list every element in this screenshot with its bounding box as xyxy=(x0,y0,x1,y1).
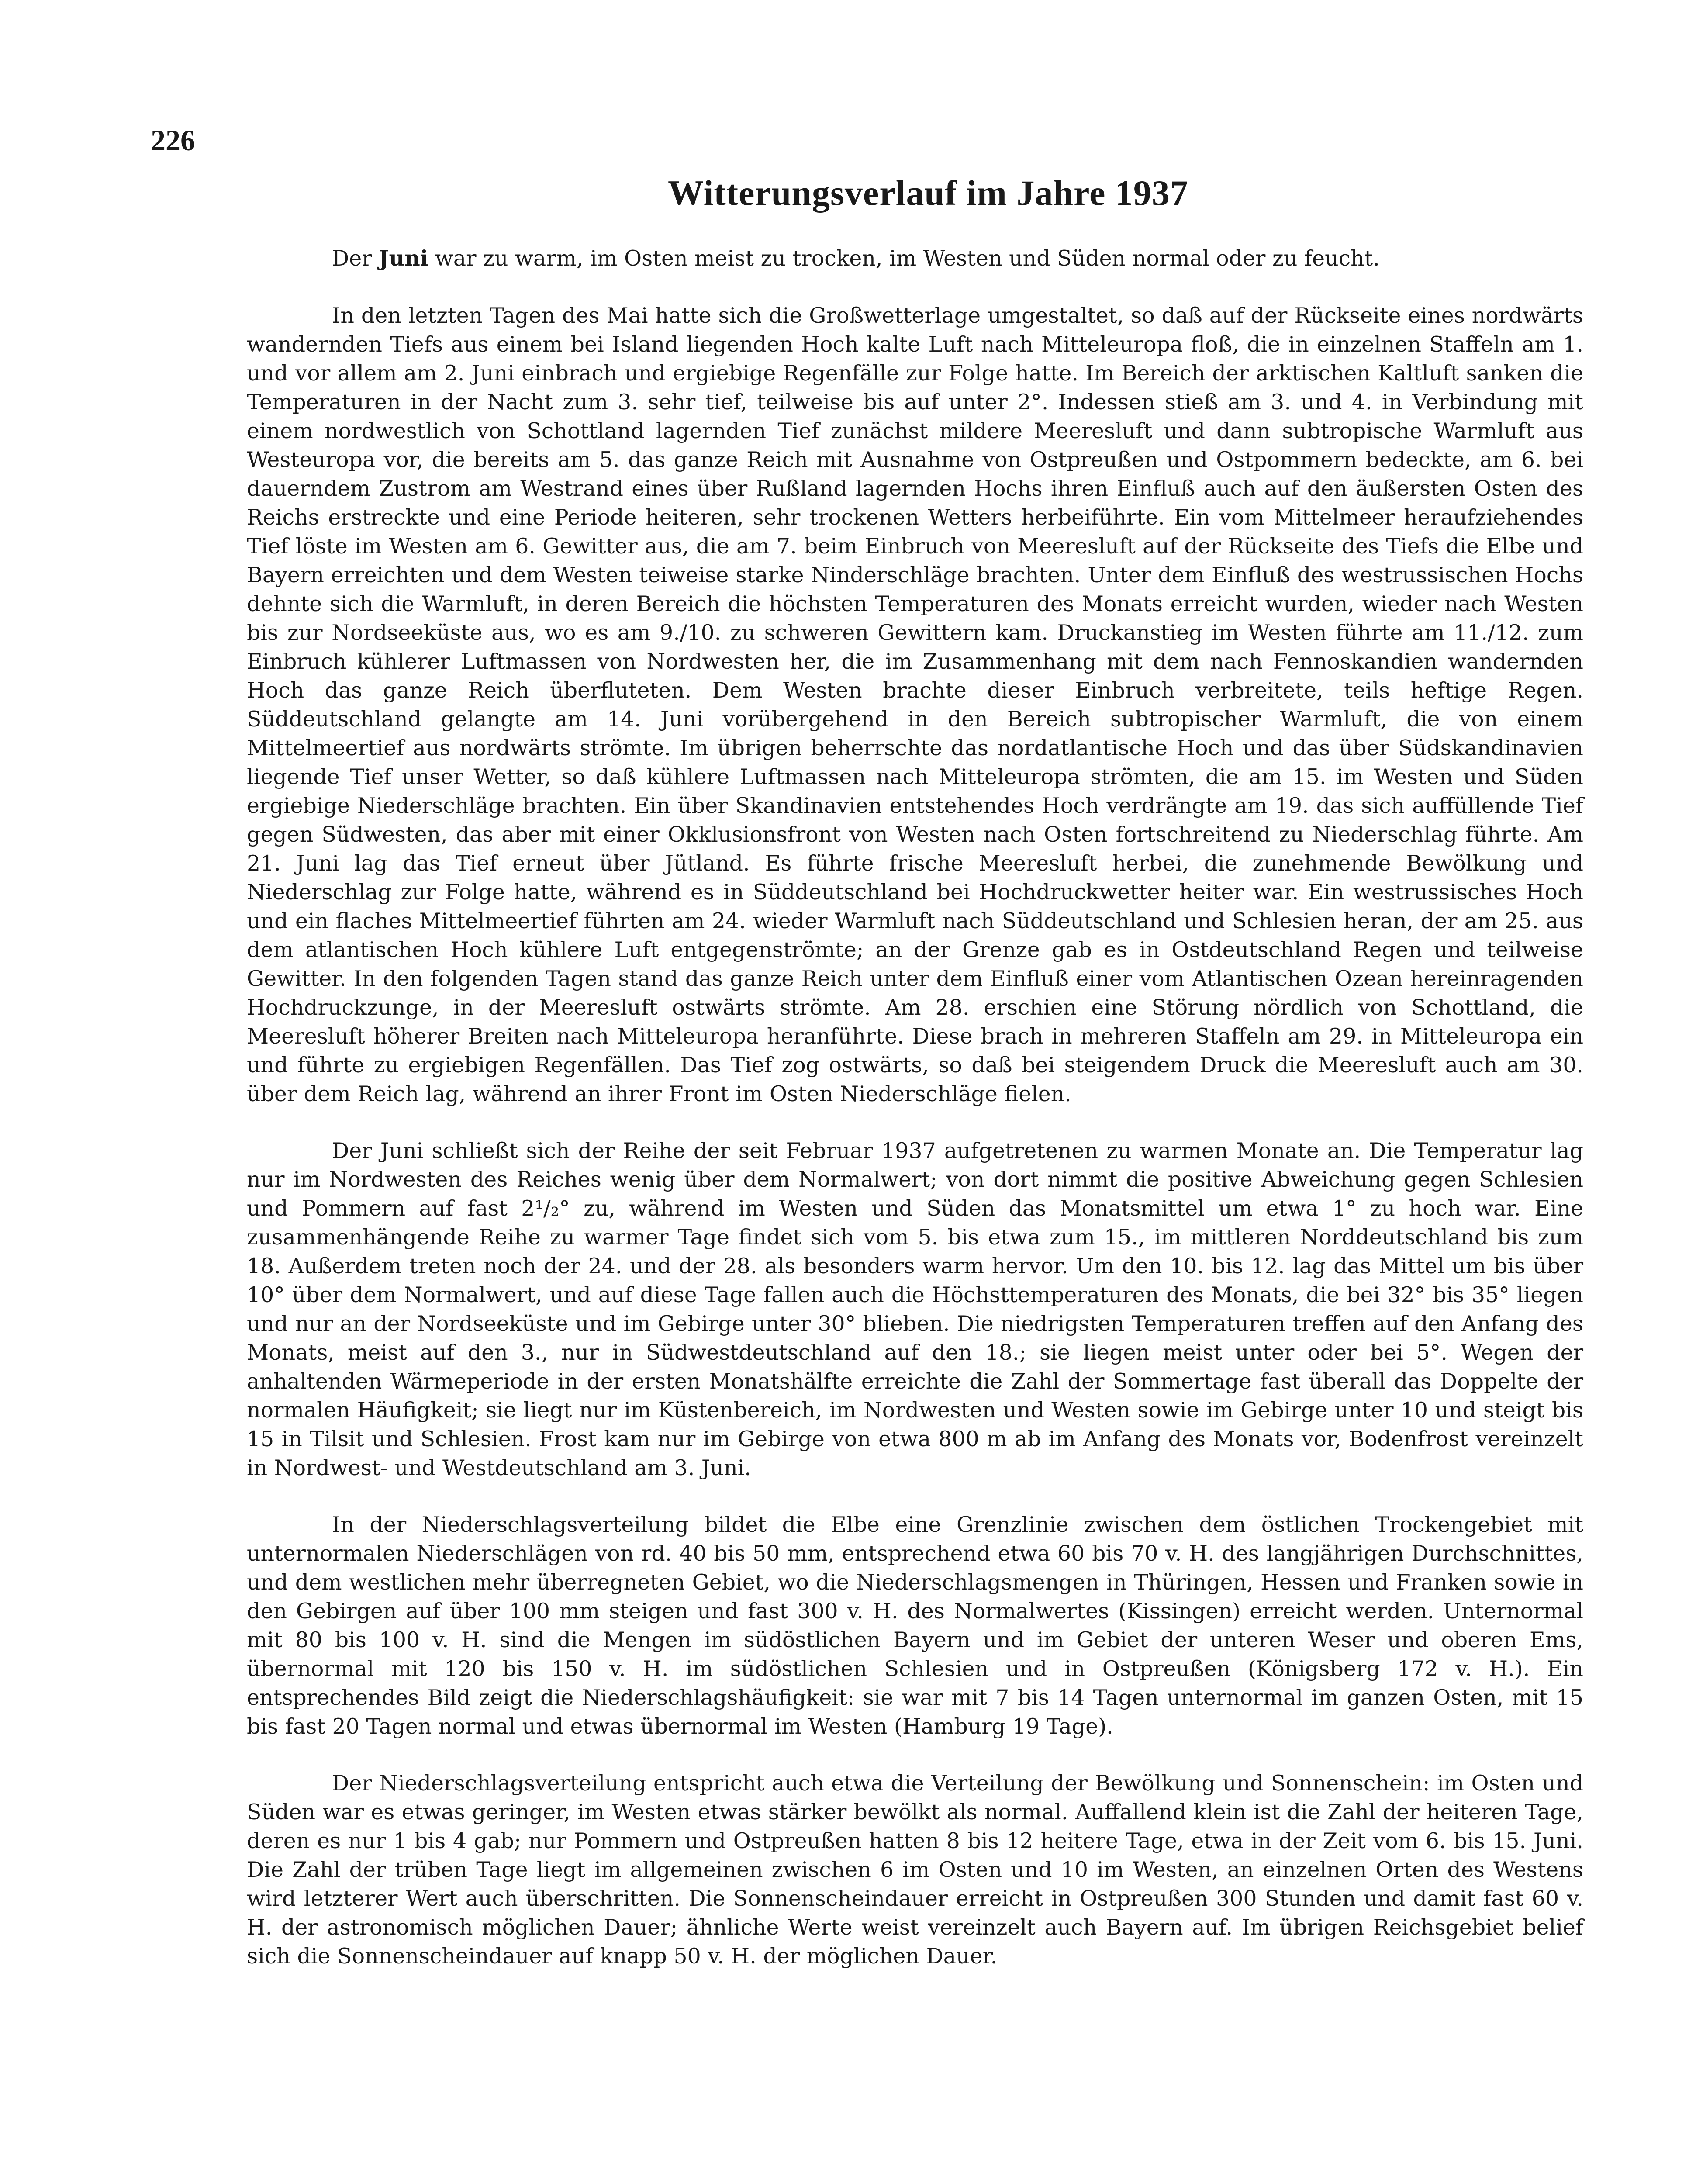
page-number: 226 xyxy=(151,124,195,157)
paragraph-cloudiness-sunshine: Der Niederschlagsverteilung entspricht auch etwa die Verteilung der Bewölkung und Sonnenschein: im Osten und Süden war es etwas geringer, im Westen etwas stärker bewölkt als normal. Auffallend klein ist die Zahl der heiteren Tage, deren es nur 1 bis 4 gab; nur Pommern und Ostpreußen hatten 8 bis 12 heitere Tage, etwa in der Zeit vom 6. bis 15. Juni. Die Zahl der trüben Tage liegt im allgemeinen zwischen 6 im Osten und 10 im Westen, an einzelnen Orten des Westens wird letzterer Wert auch überschritten. Die Sonnenscheindauer erreicht in Ostpreußen 300 Stunden und damit fast 60 v. H. der astronomisch möglichen Dauer; ähnliche Werte weist vereinzelt auch Bayern auf. Im übrigen Reichsgebiet belief sich die Sonnenscheindauer auf knapp 50 v. H. der möglichen Dauer. xyxy=(247,1771,1583,1969)
lead-text-start: Der xyxy=(332,246,379,271)
paragraph-precipitation: In der Niederschlagsverteilung bildet die Elbe eine Grenzlinie zwischen dem östlichen Trockengebiet mit unternormalen Niederschlägen von rd. 40 bis 50 mm, entsprechend etwa 60 bis 70 v. H. des langjährigen Durchschnittes, und dem westlichen mehr überregneten Gebiet, wo die Niederschlagsmengen in Thüringen, Hessen und Franken sowie in den Gebirgen auf über 100 mm steigen und fast 300 v. H. des Normalwertes (Kissingen) erreicht werden. Unternormal mit 80 bis 100 v. H. sind die Mengen im südöstlichen Bayern und im Gebiet der unteren Weser und oberen Ems, übernormal mit 120 bis 150 v. H. im südöstlichen Schlesien und in Ostpreußen (Königsberg 172 v. H.). Ein entsprechendes Bild zeigt die Niederschlagshäufigkeit: sie war mit 7 bis 14 Tagen unternormal im ganzen Osten, mit 15 bis fast 20 Tagen normal und etwas übernormal im Westen (Hamburg 19 Tage). xyxy=(247,1512,1583,1739)
lead-sentence xyxy=(332,244,1555,273)
article-body xyxy=(247,301,1583,1999)
lead-text-end: war zu warm, im Osten meist zu trocken, im Westen und Süden normal oder zu feucht. xyxy=(428,246,1380,271)
paragraph-temperature: Der Juni schließt sich der Reihe der seit Februar 1937 aufgetretenen zu warmen Monate an. Die Temperatur lag nur im Nordwesten des Reiches wenig über dem Normalwert; von dort nimmt die positive Abweichung gegen Schlesien und Pommern auf fast 2¹/₂° zu, während im Westen und Süden das Monatsmittel um etwa 1° zu hoch war. Eine zusammenhängende Reihe zu warmer Tage findet sich vom 5. bis etwa zum 15., im mittleren Norddeutschland bis zum 18. Außerdem treten noch der 24. und der 28. als besonders warm hervor. Um den 10. bis 12. lag das Mittel um bis über 10° über dem Normalwert, und auf diese Tage fallen auch die Höchsttemperaturen des Monats, die bei 32° bis 35° liegen und nur an der Nordseeküste und im Gebirge unter 30° blieben. Die niedrigsten Temperaturen treffen auf den Anfang des Monats, meist auf den 3., nur in Südwestdeutschland auf den 18.; sie liegen meist unter oder bei 5°. Wegen der anhaltenden Wärmeperiode in der ersten Monatshälfte erreichte die Zahl der Sommertage fast überall das Doppelte der normalen Häufigkeit; sie liegt nur im Küstenbereich, im Nordwesten und Westen sowie im Gebirge unter 10 und steigt bis 15 in Tilsit und Schlesien. Frost kam nur im Gebirge von etwa 800 m ab im Anfang des Monats vor, Bodenfrost vereinzelt in Nordwest- und Westdeutschland am 3. Juni. xyxy=(247,1138,1583,1480)
paragraph-weather-course: In den letzten Tagen des Mai hatte sich die Großwetterlage umgestaltet, so daß auf der Rückseite eines nordwärts wandernden Tiefs aus einem bei Island liegenden Hoch kalte Luft nach Mitteleuropa floß, die in einzelnen Staffeln am 1. und vor allem am 2. Juni einbrach und ergiebige Regenfälle zur Folge hatte. Im Bereich der arktischen Kaltluft sanken die Temperaturen in der Nacht zum 3. sehr tief, teilweise bis auf unter 2°. Indessen stieß am 3. und 4. in Verbindung mit einem nordwestlich von Schottland lagernden Tief zunächst mildere Meeresluft und dann subtropische Warmluft aus Westeuropa vor, die bereits am 5. das ganze Reich mit Ausnahme von Ostpreußen und Ostpommern bedeckte, am 6. bei dauerndem Zustrom am Westrand eines über Rußland lagernden Hochs ihren Einfluß auch auf den äußersten Osten des Reichs erstreckte und eine Periode heiteren, sehr trockenen Wetters herbeiführte. Ein vom Mittelmeer heraufziehendes Tief löste im Westen am 6. Gewitter aus, die am 7. beim Einbruch von Meeresluft auf der Rückseite des Tiefs die Elbe und Bayern erreichten und dem Westen teiweise starke Ninderschläge brachten. Unter dem Einfluß des westrussischen Hochs dehnte sich die Warmluft, in deren Bereich die höchsten Temperaturen des Monats erreicht wurden, wieder nach Westen bis zur Nordseeküste aus, wo es am 9./10. zu schweren Gewittern kam. Druckanstieg im Westen führte am 11./12. zum Einbruch kühlerer Luftmassen von Nordwesten her, die im Zusammenhang mit dem nach Fennoskandien wandernden Hoch das ganze Reich überfluteten. Dem Westen brachte dieser Einbruch verbreitete, teils heftige Regen. Süddeutschland gelangte am 14. Juni vorübergehend in den Bereich subtropischer Warmluft, die von einem Mittelmeertief aus nordwärts strömte. Im übrigen beherrschte das nordatlantische Hoch und das über Südskandinavien liegende Tief unser Wetter, so daß kühlere Luftmassen nach Mitteleuropa strömten, die am 15. im Westen und Süden ergiebige Niederschläge brachten. Ein über Skandinavien entstehendes Hoch verdrängte am 19. das sich auffüllende Tief gegen Südwesten, das aber mit einer Okklusionsfront von Westen nach Osten fortschreitend zu Niederschlag führte. Am 21. Juni lag das Tief erneut über Jütland. Es führte frische Meeresluft herbei, die zunehmende Bewölkung und Niederschlag zur Folge hatte, während es in Süddeutschland bei Hochdruckwetter heiter war. Ein westrussisches Hoch und ein flaches Mittelmeertief führten am 24. wieder Warmluft nach Süddeutschland und Schlesien heran, der am 25. aus dem atlantischen Hoch kühlere Luft entgegenströmte; an der Grenze gab es in Ostdeutschland Regen und teilweise Gewitter. In den folgenden Tagen stand das ganze Reich unter dem Einfluß einer vom Atlantischen Ozean hereinragenden Hochdruckzunge, in der Meeresluft ostwärts strömte. Am 28. erschien eine Störung nördlich von Schottland, die Meeresluft höherer Breiten nach Mitteleuropa heranführte. Diese brach in mehreren Staffeln am 29. in Mitteleuropa ein und führte zu ergiebigen Regenfällen. Das Tief zog ostwärts, so daß bei steigendem Druck die Meeresluft auch am 30. über dem Reich lag, während an ihrer Front im Osten Niederschläge fielen. xyxy=(247,303,1583,1106)
page-title: Witterungsverlauf im Jahre 1937 xyxy=(668,173,1188,213)
lead-month-emphasis: Juni xyxy=(379,245,428,271)
